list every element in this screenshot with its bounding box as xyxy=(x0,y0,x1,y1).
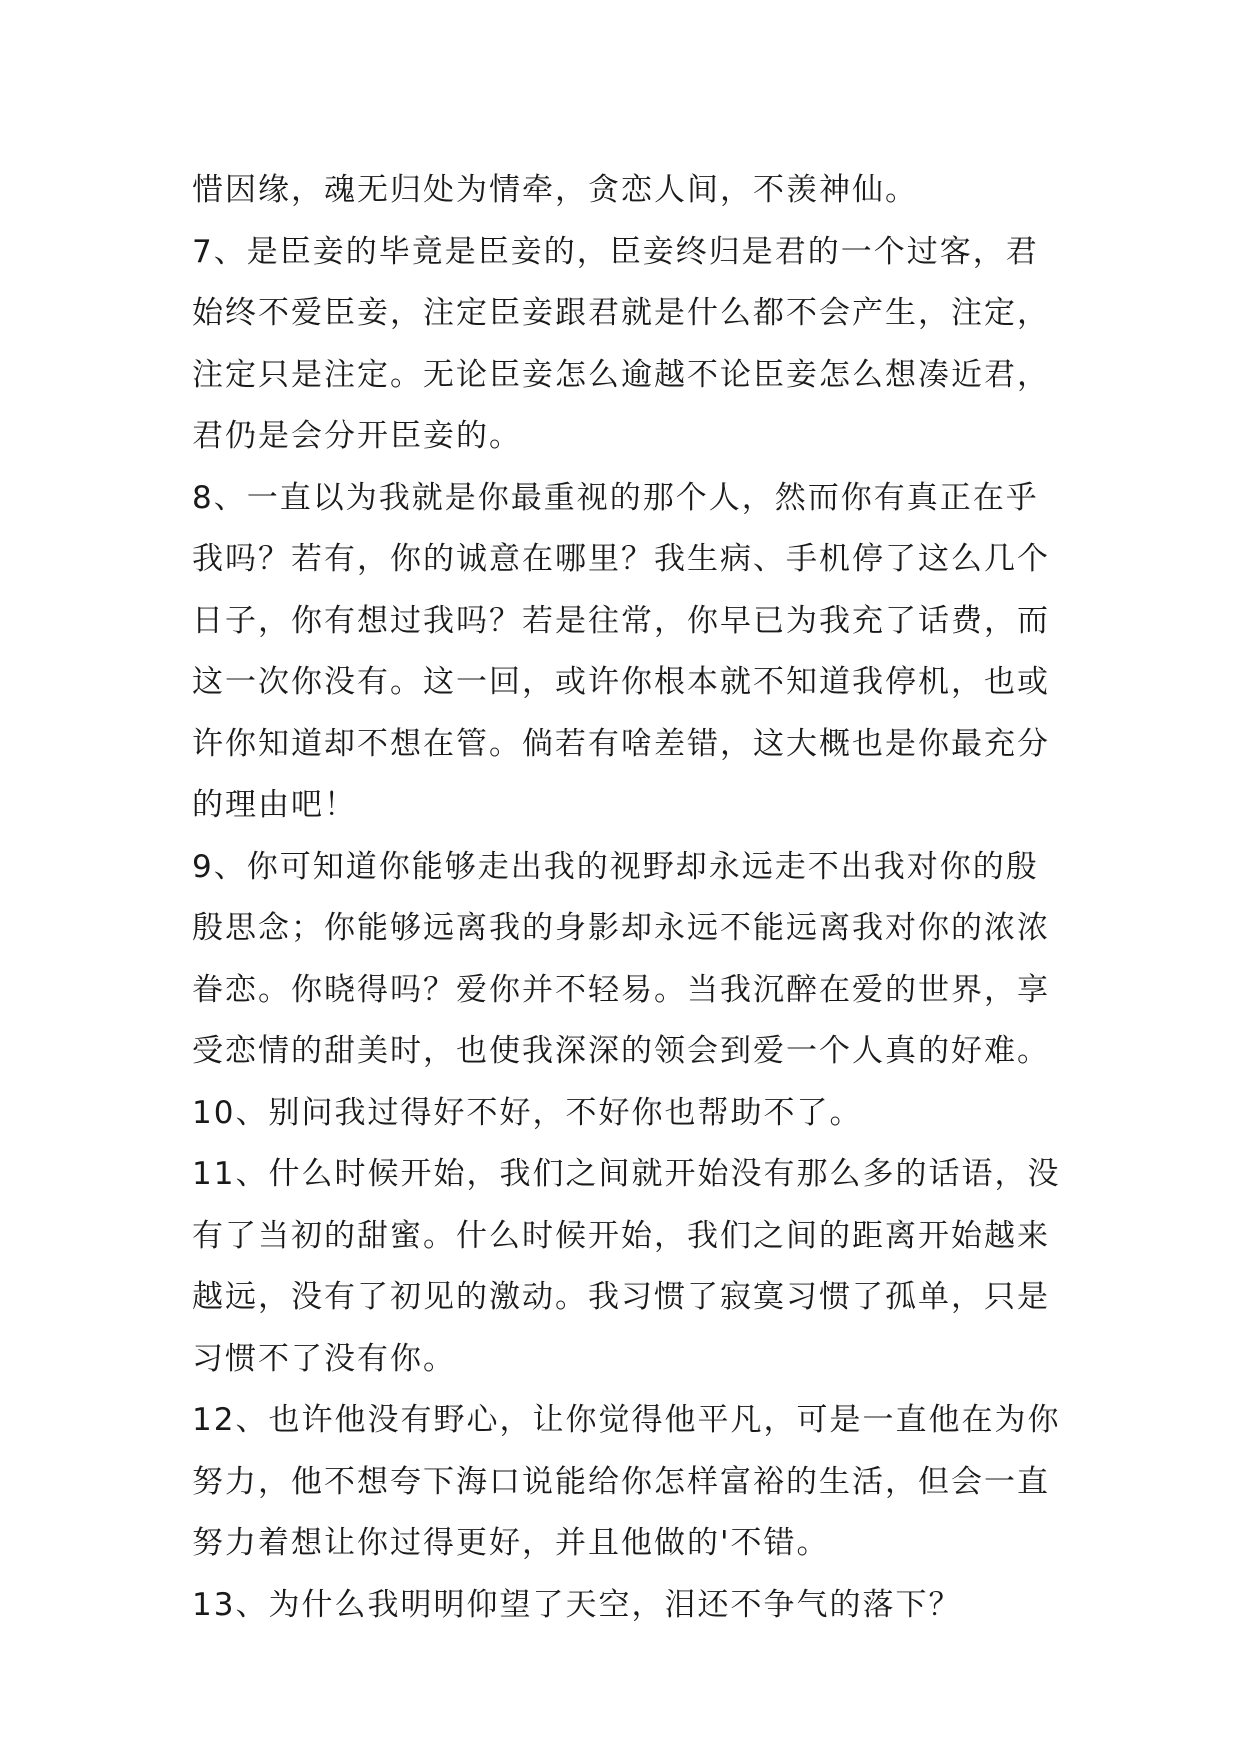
text-line: 始终不爱臣妾，注定臣妾跟君就是什么都不会产生，注定， xyxy=(192,295,1050,331)
text-line: 日子，你有想过我吗？若是往常，你早已为我充了话费，而 xyxy=(192,602,1050,639)
text-line: 我吗？若有，你的诚意在哪里？我生病、手机停了这么几个 xyxy=(192,541,1050,577)
text-line: 10、别问我过得好不好，不好你也帮助不了。 xyxy=(192,1094,863,1131)
text-line: 这一次你没有。这一回，或许你根本就不知道我停机，也或 xyxy=(192,664,1050,700)
text-line: 许你知道却不想在管。倘若有啥差错，这大概也是你最充分 xyxy=(192,725,1050,762)
text-line: 努力着想让你过得更好，并且他做的'不错。 xyxy=(192,1525,830,1561)
text-line: 8、一直以为我就是你最重视的那个人，然而你有真正在乎 xyxy=(192,479,1039,516)
text-line: 眷恋。你晓得吗？爱你并不轻易。当我沉醉在爱的世界，享 xyxy=(192,971,1050,1008)
text-line: 习惯不了没有你。 xyxy=(192,1340,456,1377)
text-line: 注定只是注定。无论臣妾怎么逾越不论臣妾怎么想凑近君， xyxy=(192,356,1050,393)
text-line: 受恋情的甜美时，也使我深深的领会到爱一个人真的好难。 xyxy=(192,1033,1050,1069)
text-line: 努力，他不想夸下海口说能给你怎样富裕的生活，但会一直 xyxy=(192,1463,1050,1500)
text-line: 殷思念；你能够远离我的身影却永远不能远离我对你的浓浓 xyxy=(192,910,1050,946)
document-body xyxy=(192,160,1072,1636)
text-line: 11、什么时候开始，我们之间就开始没有那么多的话语，没 xyxy=(192,1156,1061,1192)
text-line: 13、为什么我明明仰望了天空，泪还不争气的落下？ xyxy=(192,1586,962,1623)
text-line: 7、是臣妾的毕竟是臣妾的，臣妾终归是君的一个过客，君 xyxy=(192,233,1039,270)
text-line: 9、你可知道你能够走出我的视野却永远走不出我对你的殷 xyxy=(192,848,1039,885)
text-line: 12、也许他没有野心，让你觉得他平凡，可是一直他在为你 xyxy=(192,1402,1061,1438)
text-line: 君仍是会分开臣妾的。 xyxy=(192,418,522,454)
text-line: 惜因缘，魂无归处为情牵，贪恋人间，不羡神仙。 xyxy=(192,172,918,208)
text-line: 有了当初的甜蜜。什么时候开始，我们之间的距离开始越来 xyxy=(192,1217,1050,1254)
text-line: 越远，没有了初见的激动。我习惯了寂寞习惯了孤单，只是 xyxy=(192,1279,1050,1315)
text-line: 的理由吧！ xyxy=(192,787,357,823)
